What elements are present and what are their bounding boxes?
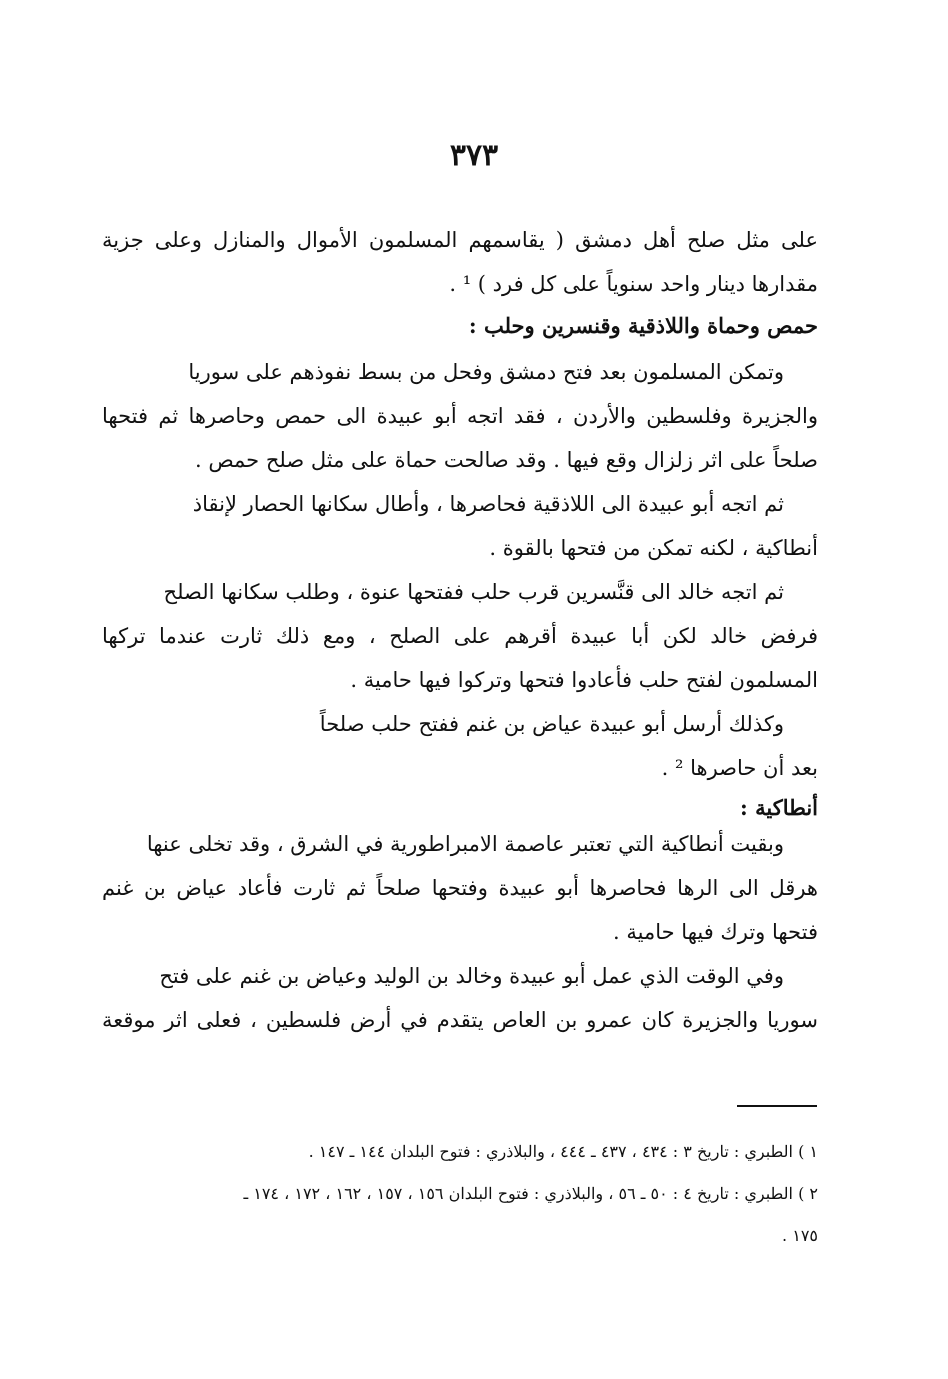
text-line: وتمكن المسلمون بعد فتح دمشق وفحل من بسط نفوذهم على سوريا (188, 360, 784, 384)
text-line: المسلمون لفتح حلب فأعادوا فتحها وتركوا فيها حامية . (350, 668, 818, 692)
text-line: مقدارها دينار واحد سنوياً على كل فرد ) ¹ . (449, 272, 818, 296)
footnote-2: ٢ ) الطبري : تاريخ ٤ : ٥٠ ـ ٥٦ ، والبلاذري : فتوح البلدان ١٥٦ ، ١٥٧ ، ١٦٢ ، ١٧٢ ، ١٧٤ ـ (243, 1184, 818, 1203)
text-line: وفي الوقت الذي عمل أبو عبيدة وخالد بن الوليد وعياض بن غنم على فتح (159, 964, 784, 988)
text-line: فتحها وترك فيها حامية . (613, 920, 818, 944)
text-line: أنطاكية ، لكنه تمكن من فتحها بالقوة . (489, 536, 818, 560)
text-line: وكذلك أرسل أبو عبيدة عياض بن غنم ففتح حلب صلحاً (319, 712, 784, 736)
text-line: ثم اتجه خالد الى قنَّسرين قرب حلب ففتحها عنوة ، وطلب سكانها الصلح (163, 580, 784, 604)
text-line: فرفض خالد لكن أبا عبيدة أقرهم على الصلح ، ومع ذلك ثارت عندما تركها (102, 624, 818, 648)
footnote-separator (737, 1105, 817, 1107)
text-line: صلحاً على اثر زلزال وقع فيها . وقد صالحت حماة على مثل صلح حمص . (194, 448, 818, 472)
text-line: هرقل الى الرها فحاصرها أبو عبيدة وفتحها صلحاً ثم ثارت فأعاد عياض بن غنم (102, 876, 818, 900)
page-number: ٣٧٣ (449, 138, 499, 173)
section-heading-homs: حمص وحماة واللاذقية وقنسرين وحلب : (468, 313, 818, 338)
text-line: ثم اتجه أبو عبيدة الى اللاذقية فحاصرها ، وأطال سكانها الحصار لإنقاذ (192, 492, 784, 516)
text-line: على مثل صلح أهل دمشق ( يقاسمهم المسلمون الأموال والمنازل وعلى جزية (102, 228, 818, 252)
text-line: سوريا والجزيرة كان عمرو بن العاص يتقدم في أرض فلسطين ، فعلى اثر موقعة (102, 1008, 818, 1032)
text-line: والجزيرة وفلسطين والأردن ، فقد اتجه أبو عبيدة الى حمص وحاصرها ثم فتحها (102, 404, 818, 428)
section-heading-antioch: أنطاكية : (740, 795, 818, 820)
text-line: بعد أن حاصرها ² . (661, 756, 818, 780)
footnote-1: ١ ) الطبري : تاريخ ٣ : ٤٣٤ ، ٤٣٧ ـ ٤٤٤ ، والبلاذري : فتوح البلدان ١٤٤ ـ ١٤٧ . (308, 1142, 818, 1161)
footnote-2-continued: ١٧٥ . (782, 1226, 818, 1245)
text-line: وبقيت أنطاكية التي تعتبر عاصمة الامبراطورية في الشرق ، وقد تخلى عنها (146, 832, 784, 856)
